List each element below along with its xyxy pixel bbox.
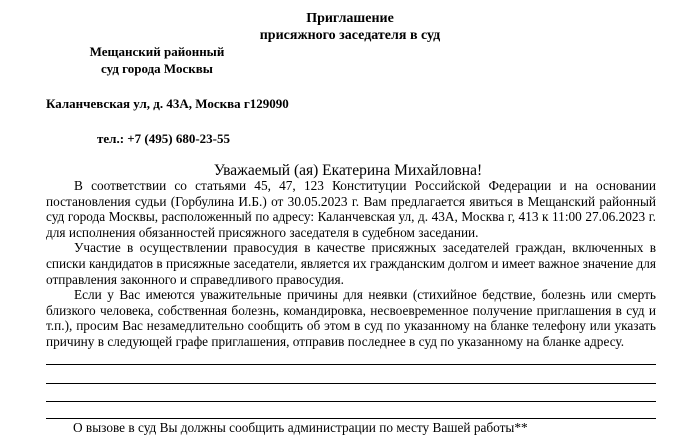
footer-note: О вызове в суд Вы должны сообщить администрации по месту Вашей работы** (73, 420, 528, 435)
court-address: Каланчевская ул, д. 43А, Москва г129090 (46, 96, 289, 111)
paragraph-civic-duty: Участие в осуществлении правосудия в качестве присяжных заседателей граждан, включенных в списки кандидатов в присяжные заседатели, является их гражданским долгом и имеет важное значение для отправления законного и справедливого правосудия. (46, 240, 656, 287)
title-line-1: Приглашение (306, 11, 394, 26)
reason-blank-line-1 (46, 364, 656, 365)
paragraph-summons: В соответствии со статьями 45, 47, 123 Конституции Российской Федерации и на основании постановления судьи (Горбулина И.Б.) от 30.05.2023 г. Вам предлагается явиться в Мещанский районный суд города Москвы, расположенный по адресу: Каланчевская ул, д. 43А, Москва г, 413 к 11:00 27.06.2023 г. для исполнения обязанностей присяжного заседателя в судебном заседании. (46, 178, 656, 240)
greeting: Уважаемый (ая) Екатерина Михайловна! (213, 162, 483, 179)
court-phone: тел.: +7 (495) 680-23-55 (97, 131, 231, 146)
reason-blank-line-2 (46, 383, 656, 384)
letter-body (46, 178, 656, 350)
reason-blank-line-3 (46, 401, 656, 402)
title-line-2: присяжного заседателя в суд (259, 28, 441, 43)
court-name-line-2: суд города Москвы (101, 61, 213, 76)
paragraph-absence-reasons: Если у Вас имеются уважительные причины для неявки (стихийное бедствие, болезнь или смерть близкого человека, собственная болезнь, командировка, несвоевременное получение приглашения в суд и т.п.), просим Вас незамедлительно сообщить об этом в суд по указанному на бланке телефону или указать причину в следующей графе приглашения, отправив последнее в суд по указанному на бланке адресу. (46, 287, 656, 349)
court-name-line-1: Мещанский районный (89, 44, 225, 59)
reason-blank-line-4 (46, 418, 656, 419)
court-name (72, 43, 242, 77)
invitation-title (230, 10, 470, 44)
